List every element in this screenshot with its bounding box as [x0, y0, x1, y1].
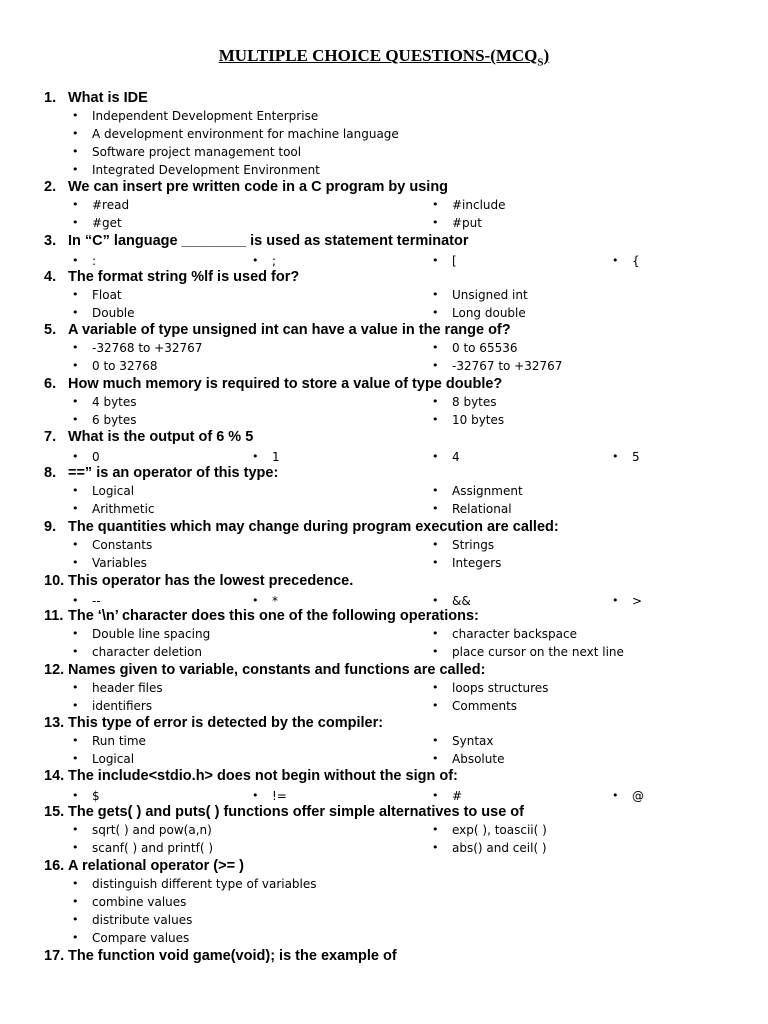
bullet-icon: •	[432, 395, 439, 408]
question-17	[0, 947, 768, 965]
bullet-icon: •	[432, 645, 439, 658]
option-text: Software project management tool	[92, 145, 302, 159]
bullet-icon: •	[72, 413, 79, 426]
question-number: 8.	[44, 465, 57, 481]
question-5	[0, 321, 768, 339]
bullet-icon: •	[72, 627, 79, 640]
question-text: The quantities which may change during program execution are called:	[68, 519, 559, 535]
option-text: Logical	[92, 752, 135, 766]
option-text: distinguish different type of variables	[92, 877, 317, 891]
option-item	[72, 912, 372, 928]
option-text: Integrated Development Environment	[92, 163, 320, 177]
bullet-icon: •	[432, 288, 439, 301]
option-text: 6 bytes	[92, 413, 137, 427]
option-text: 0 to 65536	[452, 341, 518, 355]
option-item	[432, 555, 732, 571]
question-number: 11.	[44, 608, 64, 624]
option-text: Double line spacing	[92, 627, 211, 641]
bullet-icon: •	[72, 913, 79, 926]
question-16	[0, 857, 768, 875]
bullet-icon: •	[432, 734, 439, 747]
option-item	[72, 822, 372, 838]
option-text: 8 bytes	[452, 395, 497, 409]
question-text: A variable of type unsigned int can have a value in the range of?	[68, 322, 511, 338]
option-item	[72, 287, 372, 303]
option-text: #get	[92, 216, 122, 230]
question-1	[0, 89, 768, 107]
option-item	[72, 698, 372, 714]
bullet-icon: •	[72, 216, 79, 229]
option-item	[72, 197, 372, 213]
question-number: 4.	[44, 269, 57, 285]
bullet-icon: •	[72, 699, 79, 712]
question-4	[0, 268, 768, 286]
option-text: Variables	[92, 556, 147, 570]
option-item	[432, 340, 732, 356]
option-item	[432, 733, 732, 749]
option-text: Compare values	[92, 931, 190, 945]
bullet-icon: •	[432, 752, 439, 765]
bullet-icon: •	[432, 699, 439, 712]
option-text: #include	[452, 198, 506, 212]
option-item	[72, 108, 372, 124]
option-item	[72, 680, 372, 696]
option-text: Integers	[452, 556, 502, 570]
question-text: The include<stdio.h> does not begin without the sign of:	[68, 768, 458, 784]
option-item	[72, 215, 372, 231]
bullet-icon: •	[432, 341, 439, 354]
option-text: abs() and ceil( )	[452, 841, 547, 855]
option-text: distribute values	[92, 913, 193, 927]
option-text: Strings	[452, 538, 495, 552]
question-text: Names given to variable, constants and functions are called:	[68, 662, 486, 678]
question-text: What is the output of 6 % 5	[68, 429, 254, 445]
option-item	[432, 287, 732, 303]
bullet-icon: •	[72, 450, 79, 463]
question-text: This type of error is detected by the compiler:	[68, 715, 384, 731]
question-text: The format string %lf is used for?	[68, 269, 300, 285]
bullet-icon: •	[72, 556, 79, 569]
bullet-icon: •	[432, 198, 439, 211]
option-item	[72, 840, 372, 856]
bullet-icon: •	[72, 681, 79, 694]
bullet-icon: •	[432, 484, 439, 497]
option-text: 10 bytes	[452, 413, 505, 427]
question-9	[0, 518, 768, 536]
option-item	[432, 215, 732, 231]
question-text: What is IDE	[68, 90, 148, 106]
option-text: character backspace	[452, 627, 577, 641]
option-item	[432, 680, 732, 696]
question-number: 15.	[44, 804, 65, 820]
option-item	[432, 412, 732, 428]
bullet-icon: •	[72, 145, 79, 158]
option-text: Unsigned int	[452, 288, 528, 302]
question-number: 7.	[44, 429, 57, 445]
question-8	[0, 464, 768, 482]
question-number: 1.	[44, 90, 57, 106]
option-item	[432, 537, 732, 553]
option-text: #read	[92, 198, 130, 212]
question-number: 6.	[44, 376, 57, 392]
question-text: This operator has the lowest precedence.	[68, 573, 354, 589]
option-text: Float	[92, 288, 122, 302]
question-11	[0, 607, 768, 625]
bullet-icon: •	[432, 359, 439, 372]
option-text: scanf( ) and printf( )	[92, 841, 214, 855]
question-13	[0, 714, 768, 732]
bullet-icon: •	[72, 594, 79, 607]
option-item	[612, 449, 768, 465]
option-text: sqrt( ) and pow(a,n)	[92, 823, 212, 837]
bullet-icon: •	[432, 306, 439, 319]
option-text: {	[632, 254, 640, 268]
option-item	[72, 894, 372, 910]
option-item	[612, 788, 768, 804]
option-text: character deletion	[92, 645, 202, 659]
question-text: The gets( ) and puts( ) functions offer simple alternatives to use of	[68, 804, 524, 820]
bullet-icon: •	[432, 627, 439, 640]
bullet-icon: •	[72, 877, 79, 890]
bullet-icon: •	[72, 895, 79, 908]
option-item	[72, 483, 372, 499]
option-text: Assignment	[452, 484, 523, 498]
option-item	[72, 412, 372, 428]
question-text: The ‘\n’ character does this one of the following operations:	[68, 608, 479, 624]
option-item	[432, 197, 732, 213]
option-text: :	[92, 254, 97, 268]
option-text: *	[272, 594, 278, 608]
option-text: Independent Development Enterprise	[92, 109, 319, 123]
option-text: identifiers	[92, 699, 153, 713]
bullet-icon: •	[252, 789, 259, 802]
option-item	[72, 358, 372, 374]
option-text: place cursor on the next line	[452, 645, 624, 659]
option-text: [	[452, 254, 457, 268]
option-item	[432, 644, 732, 660]
option-item	[72, 733, 372, 749]
option-item	[432, 501, 732, 517]
bullet-icon: •	[432, 254, 439, 267]
option-text: A development environment for machine language	[92, 127, 399, 141]
question-15	[0, 803, 768, 821]
bullet-icon: •	[72, 484, 79, 497]
option-text: Arithmetic	[92, 502, 155, 516]
bullet-icon: •	[612, 254, 619, 267]
question-text: The function void game(void); is the example of	[68, 948, 397, 964]
bullet-icon: •	[432, 841, 439, 854]
bullet-icon: •	[72, 341, 79, 354]
bullet-icon: •	[72, 127, 79, 140]
option-text: -32767 to +32767	[452, 359, 563, 373]
bullet-icon: •	[72, 538, 79, 551]
bullet-icon: •	[432, 450, 439, 463]
question-text: In “C” language ________ is used as statement terminator	[68, 233, 469, 249]
option-item	[72, 340, 372, 356]
question-number: 2.	[44, 179, 57, 195]
option-item	[432, 394, 732, 410]
bullet-icon: •	[432, 789, 439, 802]
option-text: loops structures	[452, 681, 549, 695]
question-text: How much memory is required to store a value of type double?	[68, 376, 503, 392]
bullet-icon: •	[72, 306, 79, 319]
option-item	[72, 626, 372, 642]
question-number: 5.	[44, 322, 57, 338]
option-item	[72, 126, 399, 142]
option-text: 1	[272, 450, 280, 464]
bullet-icon: •	[72, 752, 79, 765]
bullet-icon: •	[432, 681, 439, 694]
option-item	[72, 537, 372, 553]
option-item	[72, 555, 372, 571]
bullet-icon: •	[72, 359, 79, 372]
option-item	[432, 840, 732, 856]
option-text: Double	[92, 306, 135, 320]
question-text: ==” is an operator of this type:	[68, 465, 279, 481]
option-text: ;	[272, 254, 277, 268]
page-title: MULTIPLE CHOICE QUESTIONS-$(MCQ_S)$	[218, 46, 550, 69]
option-text: Relational	[452, 502, 512, 516]
option-item	[72, 305, 372, 321]
option-text: header files	[92, 681, 163, 695]
option-text: Absolute	[452, 752, 505, 766]
bullet-icon: •	[72, 198, 79, 211]
option-item	[72, 876, 372, 892]
option-text: Constants	[92, 538, 153, 552]
option-item	[432, 822, 732, 838]
option-item	[432, 483, 732, 499]
option-text: Long double	[452, 306, 526, 320]
bullet-icon: •	[612, 789, 619, 802]
question-10	[0, 572, 768, 590]
question-3	[0, 232, 768, 250]
option-text: -32768 to +32767	[92, 341, 203, 355]
option-text: >	[632, 594, 643, 608]
bullet-icon: •	[72, 163, 79, 176]
option-text: 4	[452, 450, 460, 464]
option-item	[432, 698, 732, 714]
option-item	[432, 305, 732, 321]
bullet-icon: •	[72, 502, 79, 515]
option-text: &&	[452, 594, 471, 608]
option-item	[72, 751, 372, 767]
bullet-icon: •	[432, 594, 439, 607]
bullet-icon: •	[432, 216, 439, 229]
question-7	[0, 428, 768, 446]
option-text: Syntax	[452, 734, 494, 748]
option-text: exp( ), toascii( )	[452, 823, 547, 837]
question-12	[0, 661, 768, 679]
option-item	[72, 394, 372, 410]
question-6	[0, 375, 768, 393]
option-text: $	[92, 789, 100, 803]
bullet-icon: •	[252, 450, 259, 463]
question-text: A relational operator (>= )	[68, 858, 244, 874]
question-number: 10.	[44, 573, 65, 589]
option-text: Logical	[92, 484, 135, 498]
bullet-icon: •	[72, 254, 79, 267]
bullet-icon: •	[72, 109, 79, 122]
option-text: combine values	[92, 895, 187, 909]
question-number: 3.	[44, 233, 57, 249]
bullet-icon: •	[72, 789, 79, 802]
bullet-icon: •	[72, 734, 79, 747]
question-number: 14.	[44, 768, 65, 784]
question-text: We can insert pre written code in a C program by using	[68, 179, 449, 195]
option-item	[612, 253, 768, 269]
bullet-icon: •	[612, 450, 619, 463]
bullet-icon: •	[72, 395, 79, 408]
bullet-icon: •	[612, 594, 619, 607]
bullet-icon: •	[432, 823, 439, 836]
question-number: 17.	[44, 948, 65, 964]
bullet-icon: •	[432, 538, 439, 551]
option-text: @	[632, 789, 644, 803]
bullet-icon: •	[432, 556, 439, 569]
option-item	[432, 358, 732, 374]
bullet-icon: •	[432, 502, 439, 515]
option-text: 4 bytes	[92, 395, 137, 409]
option-text: 0 to 32768	[92, 359, 158, 373]
option-text: 0	[92, 450, 100, 464]
question-number: 9.	[44, 519, 57, 535]
bullet-icon: •	[252, 254, 259, 267]
option-item	[72, 644, 372, 660]
option-text: !=	[272, 789, 287, 803]
option-text: Run time	[92, 734, 146, 748]
option-item	[72, 144, 372, 160]
bullet-icon: •	[72, 645, 79, 658]
question-number: 13.	[44, 715, 65, 731]
bullet-icon: •	[72, 931, 79, 944]
option-text: Comments	[452, 699, 518, 713]
option-text: #	[452, 789, 463, 803]
question-number: 12.	[44, 662, 65, 678]
option-text: 5	[632, 450, 640, 464]
option-item	[432, 626, 732, 642]
question-number: 16.	[44, 858, 65, 874]
bullet-icon: •	[252, 594, 259, 607]
bullet-icon: •	[72, 288, 79, 301]
option-item	[72, 162, 372, 178]
option-item	[72, 501, 372, 517]
bullet-icon: •	[432, 413, 439, 426]
question-2	[0, 178, 768, 196]
bullet-icon: •	[72, 841, 79, 854]
option-item	[432, 751, 732, 767]
question-14	[0, 767, 768, 785]
option-text: --	[92, 594, 101, 608]
option-text: #put	[452, 216, 482, 230]
bullet-icon: •	[72, 823, 79, 836]
option-item	[72, 930, 372, 946]
